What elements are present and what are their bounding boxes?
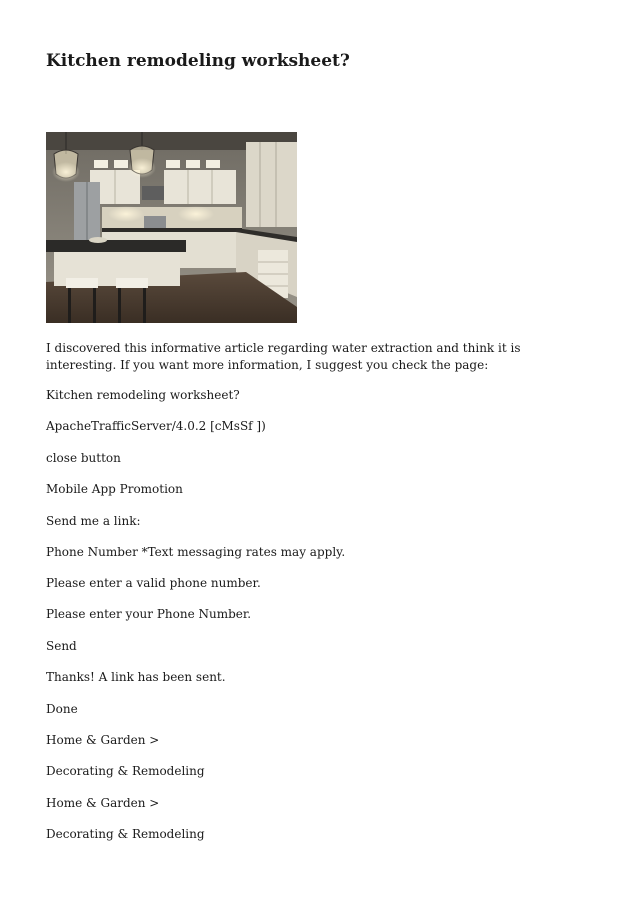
- text-line-valid-phone: Please enter a valid phone number.: [46, 576, 261, 590]
- page-title: Kitchen remodeling worksheet?: [46, 51, 350, 71]
- text-line-decorating: Decorating & Remodeling: [46, 827, 205, 841]
- text-line-phone-number: Phone Number *Text messaging rates may apply.: [46, 545, 346, 559]
- text-line-mobile-promo: Mobile App Promotion: [46, 482, 183, 496]
- text-line-send-link: Send me a link:: [46, 514, 141, 528]
- text-line-thanks: Thanks! A link has been sent.: [46, 670, 226, 684]
- text-line-enter-phone: Please enter your Phone Number.: [46, 607, 252, 621]
- text-line-home-garden: Home & Garden >: [46, 733, 160, 747]
- text-line-heading-repeat: Kitchen remodeling worksheet?: [46, 388, 240, 402]
- kitchen-photo: [46, 132, 297, 323]
- text-line-close-button: close button: [46, 451, 121, 465]
- text-line-server: ApacheTrafficServer/4.0.2 [cMsSf ]): [46, 419, 266, 433]
- intro-paragraph: I discovered this informative article regarding water extraction and think it is interesting. If you want more information, I suggest you check the page:: [46, 341, 521, 372]
- text-line-home-garden: Home & Garden >: [46, 796, 160, 810]
- text-line-decorating: Decorating & Remodeling: [46, 764, 205, 778]
- text-line-done: Done: [46, 702, 78, 716]
- text-line-send: Send: [46, 639, 77, 653]
